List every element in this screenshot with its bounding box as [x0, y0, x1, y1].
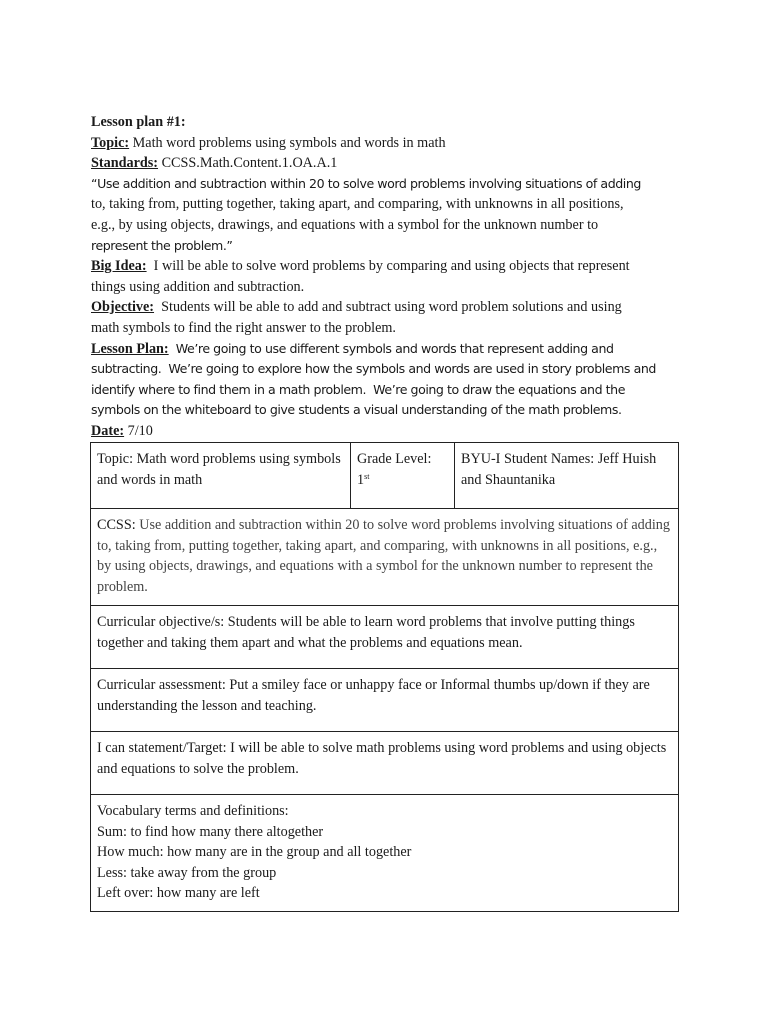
- student-names-cell: BYU-I Student Names: Jeff Huish and Shauntanika: [455, 443, 679, 509]
- table-row: [91, 732, 679, 795]
- big-idea-line: [91, 256, 681, 277]
- ccss-text: Use addition and subtraction within 20 to solve word problems involving situations of adding to, taking from, putting together, taking apart, and comparing, with unknowns in all positions, e.g., by using objects, drawings, and equations with a symbol for the unknown number to represent the problem.: [97, 517, 670, 595]
- topic-line: [91, 133, 681, 154]
- vocab-item: Left over: how many are left: [97, 885, 260, 902]
- grade-value: 1: [357, 471, 365, 488]
- lesson-plan-cont: identify where to find them in a math problem. We’re going to draw the equations and the: [91, 381, 625, 397]
- table-row: [91, 443, 679, 509]
- date-text: 7/10: [124, 422, 153, 439]
- table-row: [91, 669, 679, 732]
- grade-label: Grade Level:: [357, 451, 432, 467]
- vocab-item: Less: take away from the group: [97, 864, 277, 881]
- topic-label: Topic:: [91, 134, 130, 151]
- ccss-label: CCSS:: [97, 517, 136, 533]
- lesson-plan-text: We’re going to use different symbols and words that represent adding and: [168, 340, 614, 356]
- quote-line: “Use addition and subtraction within 20 to solve word problems involving situations of adding: [91, 175, 641, 191]
- table-row: [91, 795, 679, 912]
- grade-suffix: st: [364, 471, 370, 481]
- big-idea-text: I will be able to solve word problems by comparing and using objects that represent: [146, 258, 630, 275]
- lesson-title: Lesson plan #1:: [91, 114, 186, 130]
- objective-cont: math symbols to find the right answer to the problem.: [91, 319, 396, 336]
- quote-line: represent the problem.”: [91, 237, 233, 253]
- objective-label: Objective:: [91, 299, 155, 316]
- table-row: [91, 509, 679, 606]
- quote-line: to, taking from, putting together, taking apart, and comparing, with unknowns in all positions,: [91, 196, 624, 213]
- curricular-assessment-cell: Curricular assessment: Put a smiley face or unhappy face or Informal thumbs up/down if they are understanding the lesson and teaching.: [91, 669, 679, 732]
- topic-text: Math word problems using symbols and words in math: [129, 134, 446, 151]
- standards-line: [91, 153, 681, 174]
- vocab-item: Sum: to find how many there altogether: [97, 823, 324, 840]
- curricular-objective-cell: Curricular objective/s: Students will be able to learn word problems that involve putting things together and taking them apart and what the problems and equations mean.: [91, 606, 679, 669]
- quote-line: e.g., by using objects, drawings, and equations with a symbol for the unknown number to: [91, 216, 599, 233]
- grade-level-cell: [351, 443, 455, 509]
- standards-label: Standards:: [91, 155, 159, 172]
- lesson-plan-cont: subtracting. We’re going to explore how the symbols and words are used in story problems and: [91, 361, 656, 377]
- standards-quote: [91, 174, 681, 256]
- vocab-heading: Vocabulary terms and definitions:: [97, 803, 289, 819]
- objective-line: [91, 297, 681, 318]
- standards-text: CCSS.Math.Content.1.OA.A.1: [158, 155, 338, 172]
- lesson-plan-line: [91, 339, 681, 360]
- lesson-header: [91, 112, 681, 442]
- lesson-plan-label: Lesson Plan:: [91, 340, 169, 357]
- topic-cell: Topic: Math word problems using symbols and words in math: [91, 443, 351, 509]
- date-line: [91, 421, 681, 442]
- big-idea-label: Big Idea:: [91, 258, 147, 275]
- date-label: Date:: [91, 422, 125, 439]
- lesson-plan-table: [90, 442, 679, 912]
- vocab-item: How much: how many are in the group and all together: [97, 844, 412, 861]
- table-row: [91, 606, 679, 669]
- big-idea-cont: things using addition and subtraction.: [91, 278, 305, 295]
- ccss-cell: [91, 509, 679, 606]
- objective-text: Students will be able to add and subtract using word problem solutions and using: [154, 299, 622, 316]
- lesson-plan-cont: symbols on the whiteboard to give students a visual understanding of the math problems.: [91, 402, 622, 418]
- i-can-statement-cell: I can statement/Target: I will be able to solve math problems using word problems and using objects and equations to solve the problem.: [91, 732, 679, 795]
- vocabulary-cell: [91, 795, 679, 912]
